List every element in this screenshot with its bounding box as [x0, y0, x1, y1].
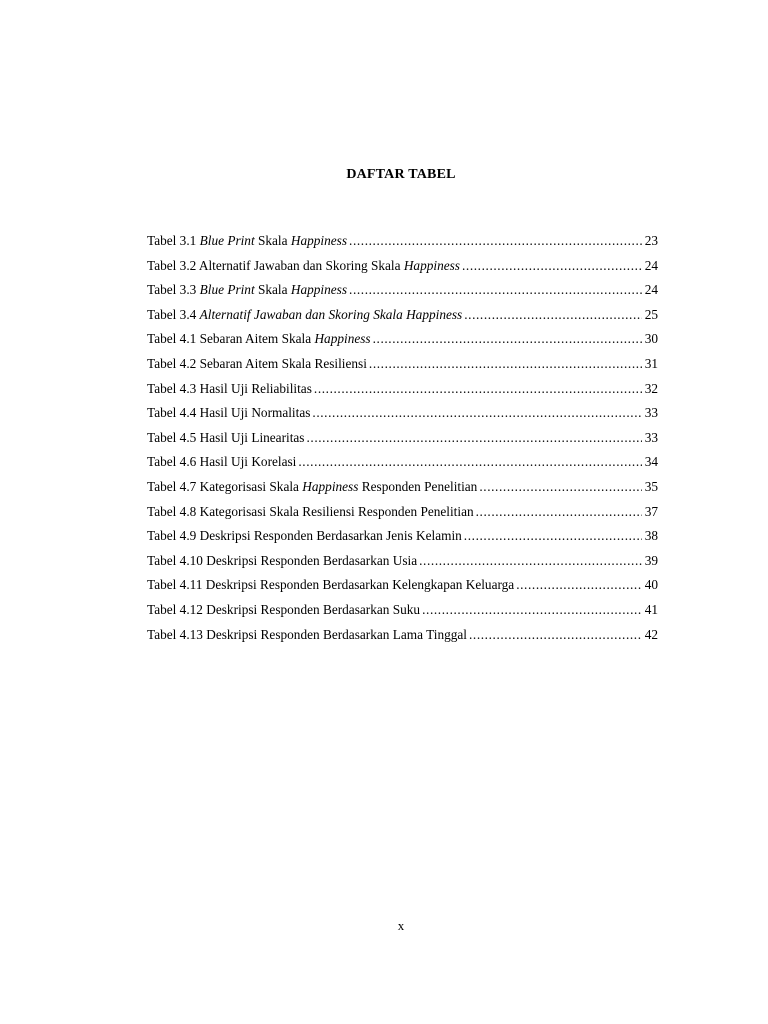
toc-dot-leader: [306, 427, 641, 449]
toc-entry: [147, 378, 658, 403]
toc-entry: [147, 427, 658, 452]
toc-entry-italic-text: Happiness: [290, 282, 348, 298]
toc-entry-text: Tabel 4.13 Deskripsi Responden Berdasarkan Lama Tinggal: [147, 626, 467, 642]
toc-entry-italic-text: Happiness: [302, 478, 359, 494]
toc-entry-label: [147, 451, 296, 473]
toc-entry-text: Tabel 3.2 Alternatif Jawaban dan Skoring Skala: [147, 257, 404, 273]
toc-entry-text: Tabel 3.1: [147, 233, 200, 248]
toc-entry-italic-text: Happiness: [314, 331, 371, 347]
toc-entry: [147, 550, 658, 575]
toc-entry: [147, 451, 658, 476]
toc-entry: [147, 525, 658, 550]
toc-entry-page: 32: [644, 380, 658, 396]
toc-entry-label: [147, 353, 367, 375]
toc-entry-label: [147, 279, 347, 301]
toc-entry-text: Tabel 4.9 Deskripsi Responden Berdasarkan Jenis Kelamin: [147, 528, 462, 544]
toc-entry-text: Tabel 3.4: [147, 306, 200, 322]
toc-entry-label: [147, 624, 467, 646]
toc-entry-text: Skala: [254, 233, 291, 248]
toc-dot-leader: [298, 451, 641, 473]
toc-entry-page: 38: [644, 528, 658, 544]
toc-entry-italic-text: Happiness: [403, 257, 460, 273]
toc-entry: [147, 304, 658, 329]
toc-entry-label: [147, 378, 312, 400]
toc-entry-text: Tabel 4.8 Kategorisasi Skala Resiliensi Responden Penelitian: [147, 503, 474, 519]
toc-entry: [147, 279, 658, 304]
toc-dot-leader: [464, 525, 642, 547]
toc-entry-page: 35: [644, 478, 658, 494]
toc-dot-leader: [516, 574, 642, 596]
toc-entry-page: 37: [644, 503, 658, 519]
toc-entry-label: [147, 304, 462, 326]
toc-entry-page: 24: [644, 282, 658, 298]
toc-entry-text: Tabel 4.5 Hasil Uji Linearitas: [147, 429, 305, 445]
toc-entry: [147, 574, 658, 599]
toc-dot-leader: [469, 624, 642, 646]
toc-entry: [147, 328, 658, 353]
toc-dot-leader: [349, 230, 642, 252]
toc-entry-label: [147, 501, 474, 523]
toc-dot-leader: [476, 501, 642, 523]
toc-dot-leader: [462, 255, 642, 277]
toc-entry: [147, 255, 658, 280]
toc-entry-page: 41: [644, 601, 658, 617]
toc-entry-page: 30: [644, 331, 658, 347]
toc-entry-text: Skala: [254, 282, 291, 298]
toc-dot-leader: [373, 328, 642, 350]
toc-entry-page: 34: [644, 454, 658, 470]
toc-entry-text: Tabel 4.1 Sebaran Aitem Skala: [147, 331, 315, 347]
toc-entry-page: 40: [644, 577, 658, 593]
toc-entry-label: [147, 599, 420, 621]
toc-entry: [147, 402, 658, 427]
toc-entry-italic-text: Alternatif Jawaban dan Skoring Skala Happiness: [199, 306, 463, 322]
toc-entry-page: 23: [644, 233, 658, 248]
toc-entry-label: [147, 525, 462, 547]
toc-entry-text: Tabel 4.3 Hasil Uji Reliabilitas: [147, 380, 312, 396]
toc-dot-leader: [419, 550, 642, 572]
page-title: DAFTAR TABEL: [346, 167, 456, 182]
toc-dot-leader: [349, 279, 642, 301]
toc-entry: [147, 501, 658, 526]
toc-entry-italic-text: Blue Print: [199, 282, 255, 298]
toc-entry-label: [147, 427, 304, 449]
toc-entry-text: Tabel 4.2 Sebaran Aitem Skala Resiliensi: [147, 355, 367, 371]
toc-entry-page: 33: [644, 405, 658, 421]
toc-entry: [147, 476, 658, 501]
toc-dot-leader: [314, 378, 642, 400]
toc-entry-page: 42: [644, 626, 658, 642]
toc-entry-label: [147, 550, 417, 572]
toc-entry-text: Tabel 4.4 Hasil Uji Normalitas: [147, 405, 311, 421]
toc-entry-text: Responden Penelitian: [358, 478, 478, 494]
toc-entry: [147, 353, 658, 378]
toc-entry: [147, 624, 658, 649]
toc-dot-leader: [369, 353, 642, 375]
toc-entry-page: 24: [644, 257, 658, 273]
toc-entry-label: [147, 328, 371, 350]
toc-entry-text: Tabel 4.6 Hasil Uji Korelasi: [147, 454, 297, 470]
toc-entry-label: [147, 402, 310, 424]
toc-dot-leader: [479, 476, 641, 498]
toc-entry-label: [147, 230, 347, 252]
toc-entry-page: 39: [644, 552, 658, 568]
toc-entry-italic-text: Happiness: [290, 233, 348, 248]
toc-entry-page: 33: [644, 429, 658, 445]
toc-entry-text: Tabel 4.10 Deskripsi Responden Berdasarkan Usia: [147, 552, 418, 568]
toc-dot-leader: [312, 402, 641, 424]
toc-entry-text: Tabel 4.12 Deskripsi Responden Berdasarkan Suku: [147, 601, 421, 617]
toc-entry-label: [147, 574, 514, 596]
toc-entry-text: Tabel 4.7 Kategorisasi Skala: [147, 478, 303, 494]
toc-entry: [147, 599, 658, 624]
toc-entry-italic-text: Blue Print: [199, 233, 255, 248]
toc-entry-label: [147, 255, 460, 277]
toc-entry: [147, 230, 658, 255]
toc-entry-page: 31: [644, 355, 658, 371]
toc-dot-leader: [464, 304, 641, 326]
toc-entry-page: 25: [644, 306, 658, 322]
toc-dot-leader: [422, 599, 642, 621]
page-number: x: [397, 918, 405, 933]
toc-entry-text: Tabel 3.3: [147, 282, 200, 298]
toc-entry-text: Tabel 4.11 Deskripsi Responden Berdasarkan Kelengkapan Keluarga: [147, 577, 515, 593]
table-list: [147, 230, 658, 648]
toc-entry-label: [147, 476, 477, 498]
